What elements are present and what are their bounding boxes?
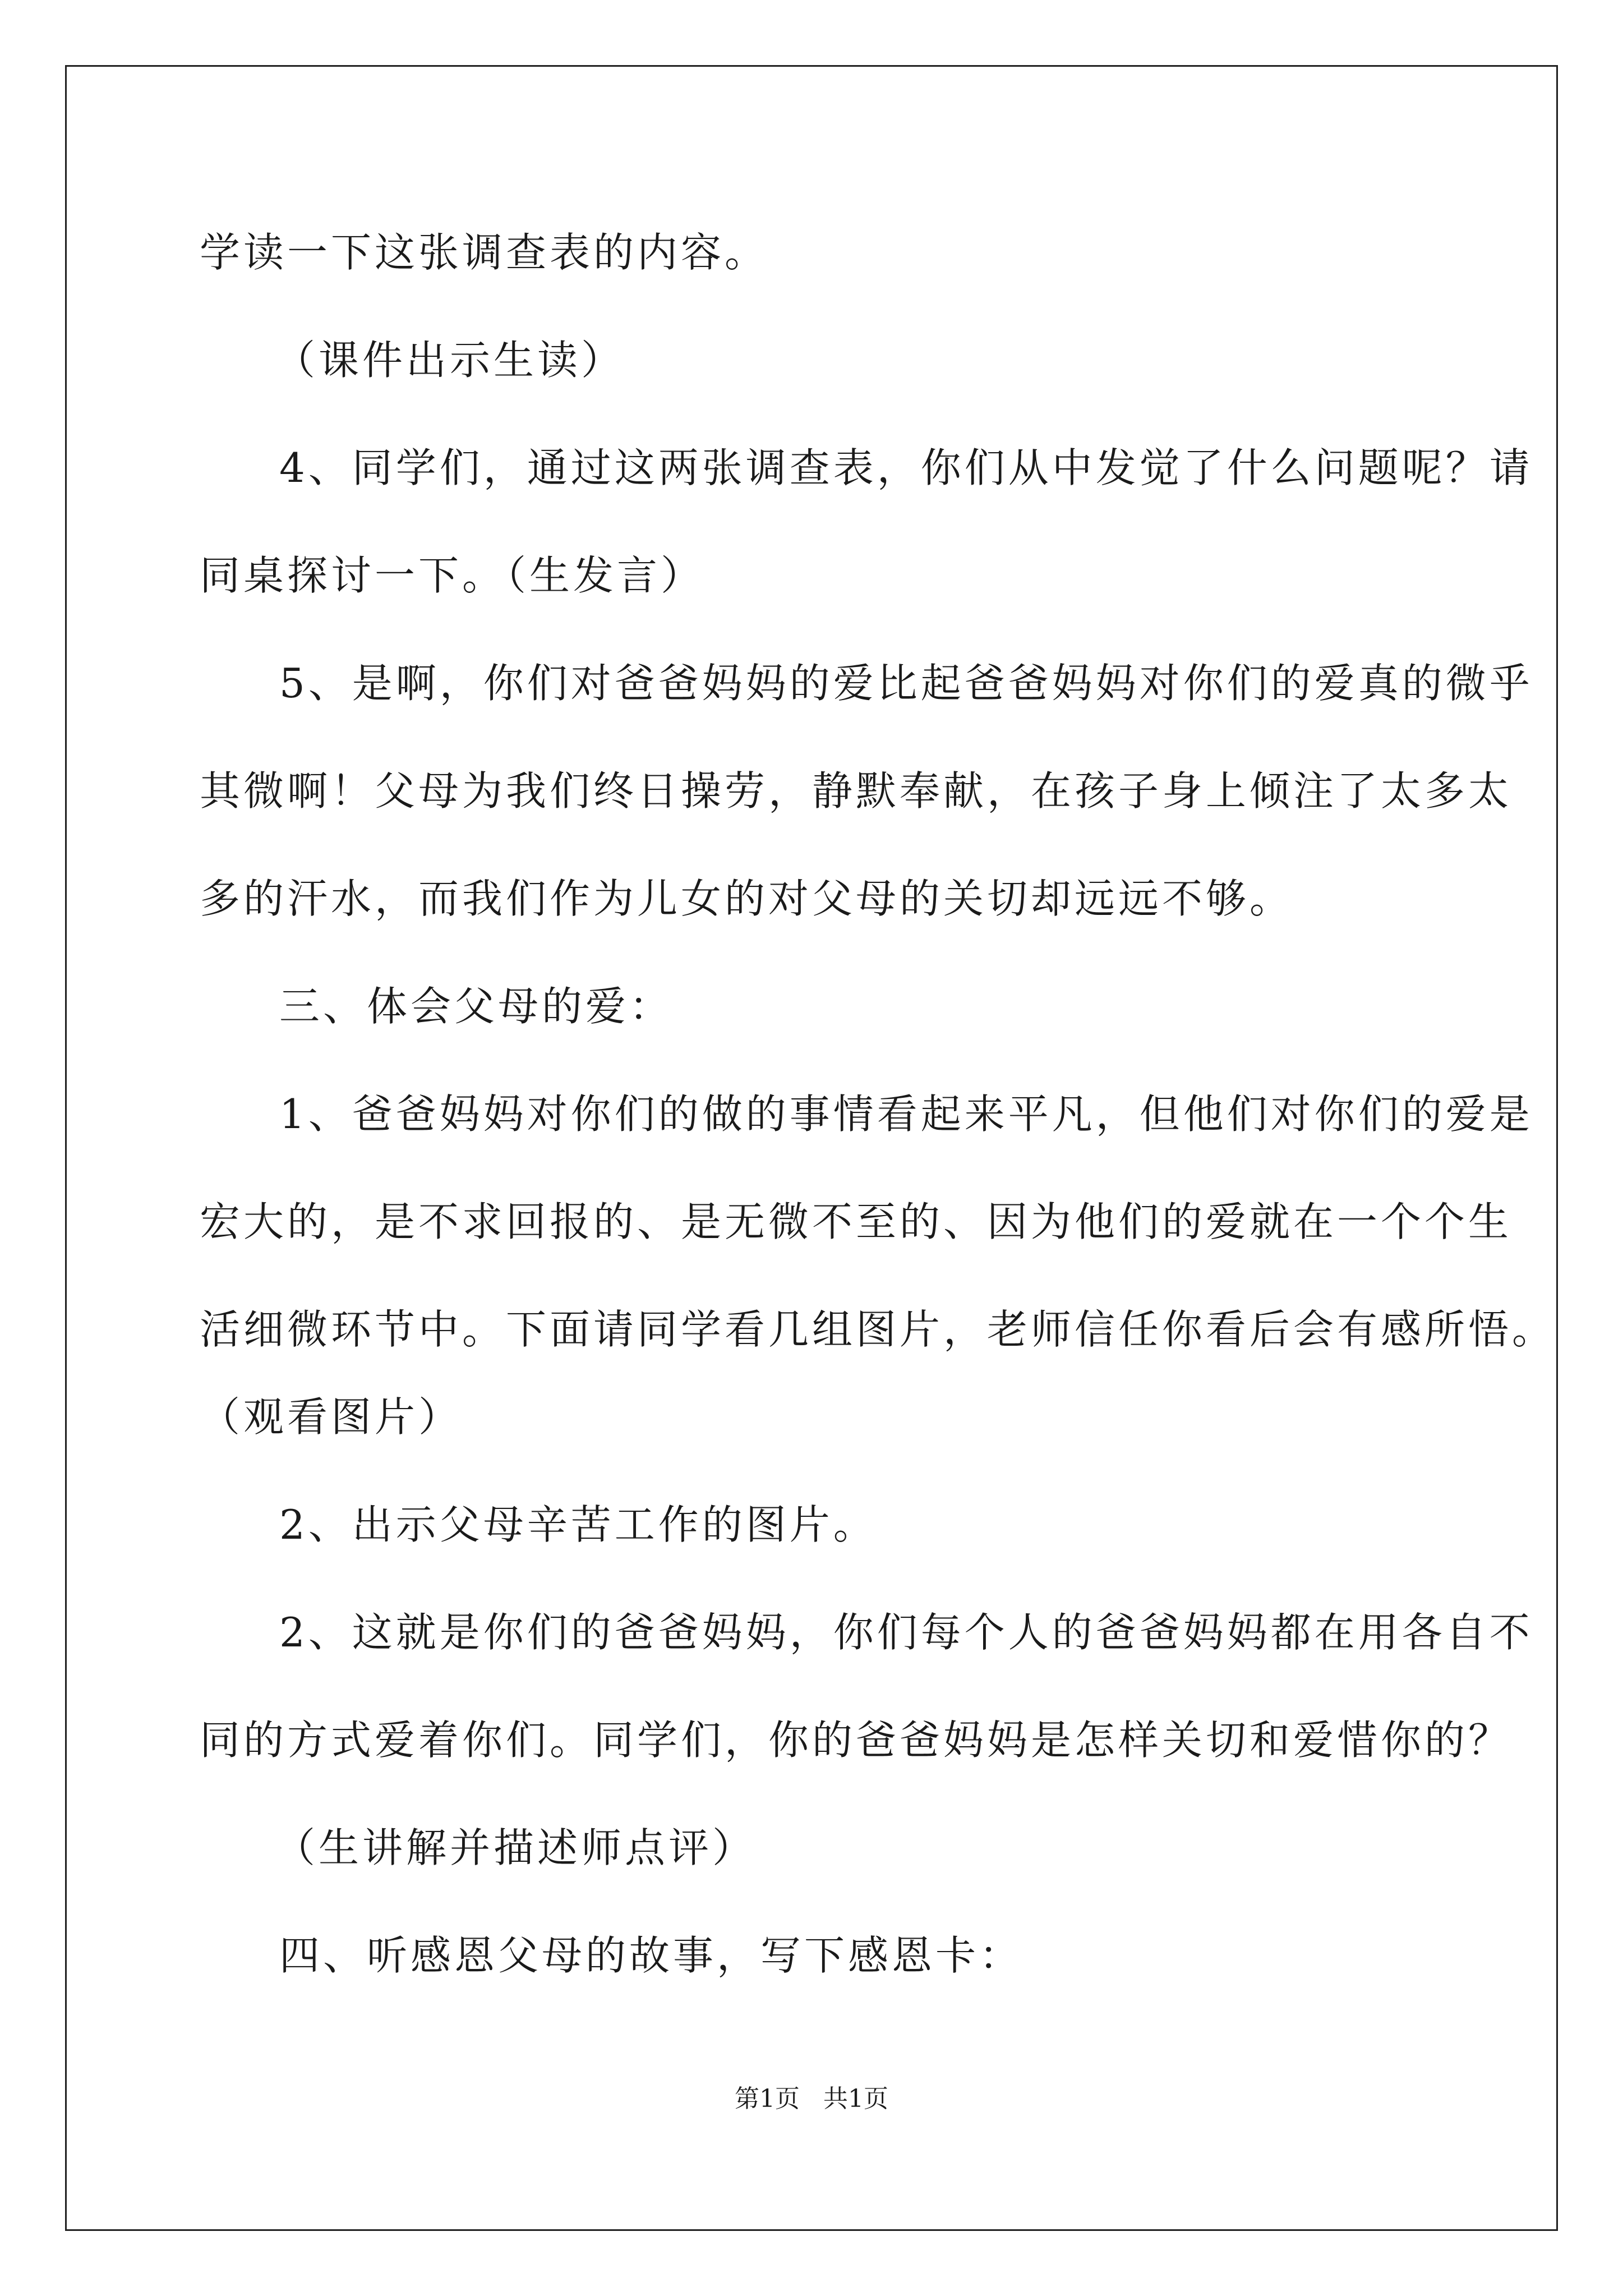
text-line: 4、同学们，通过这两张调查表，你们从中发觉了什么问题呢？请	[279, 444, 1533, 491]
text-line: （生讲解并描述师点评）	[275, 1824, 757, 1871]
page-footer: 第1页 共1页	[735, 2085, 888, 2113]
text-line: 学读一下这张调查表的内容。	[200, 229, 769, 276]
page-border	[65, 65, 1558, 2231]
text-line: 多的汗水，而我们作为儿女的对父母的关切却远远不够。	[200, 875, 1294, 922]
text-line: 活细微环节中。下面请同学看几组图片，老师信任你看后会有感所悟。	[200, 1306, 1556, 1353]
text-line: 同的方式爱着你们。同学们，你的爸爸妈妈是怎样关切和爱惜你的？	[200, 1717, 1513, 1764]
text-line: 5、是啊，你们对爸爸妈妈的爱比起爸爸妈妈对你们的爱真的微乎	[279, 660, 1533, 707]
section-heading: 三、体会父母的爱：	[279, 983, 674, 1030]
section-heading: 四、听感恩父母的故事，写下感恩卡：	[279, 1932, 1023, 1979]
text-line: （观看图片）	[200, 1393, 463, 1441]
text-line: 其微啊！父母为我们终日操劳，静默奉献，在孩子身上倾注了太多太	[200, 767, 1513, 815]
text-line: 1、爸爸妈妈对你们的做的事情看起来平凡，但他们对你们的爱是	[279, 1091, 1533, 1138]
text-line: 宏大的，是不求回报的、是无微不至的、因为他们的爱就在一个个生	[200, 1198, 1513, 1245]
text-line: 2、这就是你们的爸爸妈妈，你们每个人的爸爸妈妈都在用各自不	[279, 1609, 1533, 1656]
text-line: 同桌探讨一下。（生发言）	[200, 552, 705, 599]
text-line: 2、出示父母辛苦工作的图片。	[279, 1501, 877, 1548]
text-line: （课件出示生读）	[275, 337, 625, 384]
